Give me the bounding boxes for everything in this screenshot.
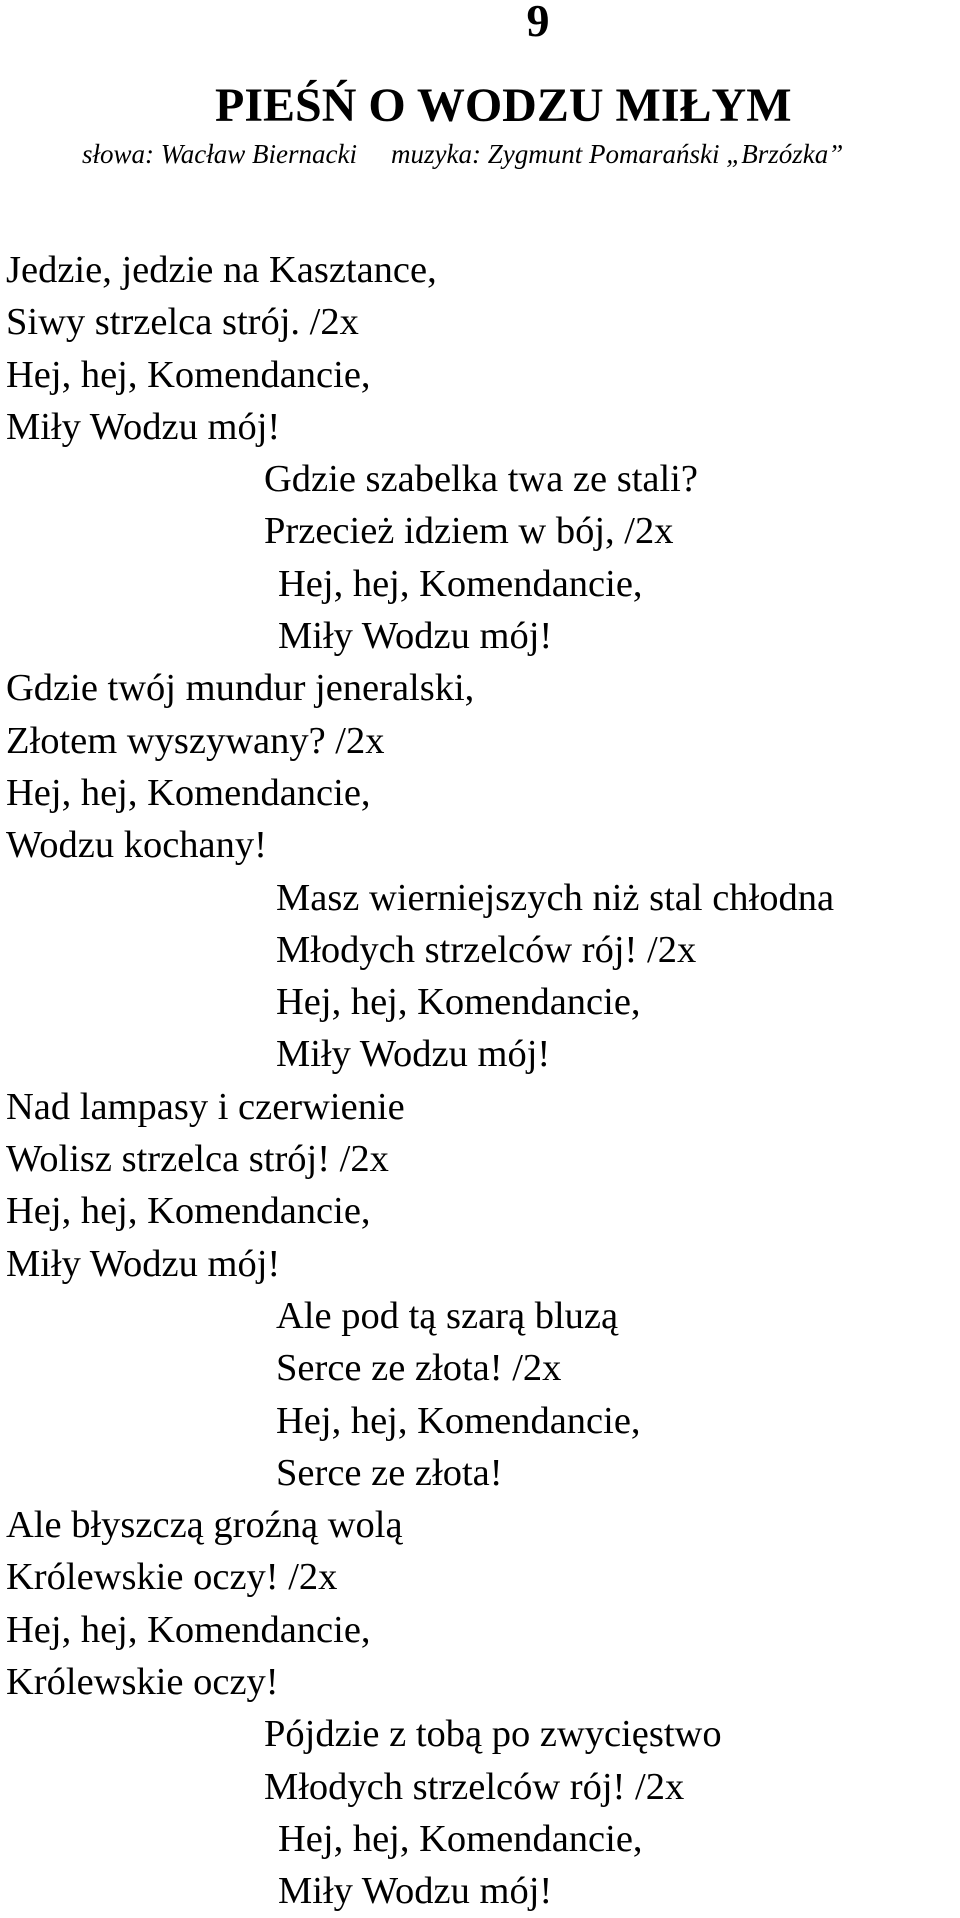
lyric-line: Młodych strzelców rój! /2x — [276, 928, 697, 971]
lyric-line: Miły Wodzu mój! — [6, 405, 281, 448]
lyric-line: Młodych strzelców rój! /2x — [264, 1765, 685, 1808]
lyric-line: Hej, hej, Komendancie, — [6, 353, 371, 396]
lyric-line: Miły Wodzu mój! — [276, 1033, 551, 1076]
lyric-line: Królewskie oczy! /2x — [6, 1556, 338, 1599]
stanza-5 — [6, 1081, 960, 1290]
song-credits — [82, 138, 843, 170]
lyric-line: Masz wierniejszych niż stal chłodna — [276, 876, 835, 919]
song-title: PIEŚŃ O WODZU MIŁYM — [215, 79, 792, 132]
lyric-line: Serce ze złota! — [276, 1451, 503, 1494]
lyric-line: Serce ze złota! /2x — [276, 1347, 562, 1390]
lyric-line: Jedzie, jedzie na Kasztance, — [6, 249, 437, 291]
stanza-3 — [6, 662, 960, 871]
lyric-line: Hej, hej, Komendancie, — [6, 1190, 371, 1233]
lyric-line: Miły Wodzu mój! — [278, 615, 553, 658]
stanza-6 — [6, 1290, 960, 1499]
lyric-line: Hej, hej, Komendancie, — [6, 1608, 371, 1651]
lyric-line: Wolisz strzelca strój! /2x — [6, 1138, 389, 1181]
lyric-line: Siwy strzelca strój. /2x — [6, 301, 359, 344]
stanza-4 — [6, 872, 960, 1081]
page-number: 9 — [526, 0, 550, 46]
lyric-line: Hej, hej, Komendancie, — [278, 562, 643, 605]
lyric-line: Hej, hej, Komendancie, — [6, 771, 371, 814]
lyric-line: Wodzu kochany! — [6, 824, 267, 867]
lyric-line: Miły Wodzu mój! — [278, 1870, 553, 1913]
stanza-7 — [6, 1499, 960, 1708]
lyric-line: Hej, hej, Komendancie, — [276, 981, 641, 1024]
lyric-line: Gdzie szabelka twa ze stali? — [264, 458, 698, 501]
music-author: muzyka: Zygmunt Pomarański „Brzózka” — [390, 139, 844, 169]
stanza-8 — [6, 1708, 960, 1917]
stanza-1 — [6, 244, 960, 453]
stanza-2 — [6, 453, 960, 662]
lyrics-author: słowa: Wacław Biernacki — [82, 139, 357, 169]
lyric-line: Nad lampasy i czerwienie — [6, 1085, 405, 1128]
lyric-line: Przecież idziem w bój, /2x — [264, 510, 674, 553]
lyric-line: Hej, hej, Komendancie, — [278, 1817, 643, 1860]
lyric-line: Ale błyszczą groźną wolą — [6, 1504, 403, 1547]
lyric-line: Miły Wodzu mój! — [6, 1242, 281, 1285]
lyric-line: Królewskie oczy! — [6, 1661, 279, 1704]
lyrics — [6, 244, 960, 1918]
lyric-line: Gdzie twój mundur jeneralski, — [6, 667, 475, 710]
lyric-line: Pójdzie z tobą po zwycięstwo — [264, 1713, 722, 1756]
lyric-line: Złotem wyszywany? /2x — [6, 719, 385, 762]
lyric-line: Ale pod tą szarą bluzą — [276, 1294, 619, 1337]
lyric-line: Hej, hej, Komendancie, — [276, 1399, 641, 1442]
